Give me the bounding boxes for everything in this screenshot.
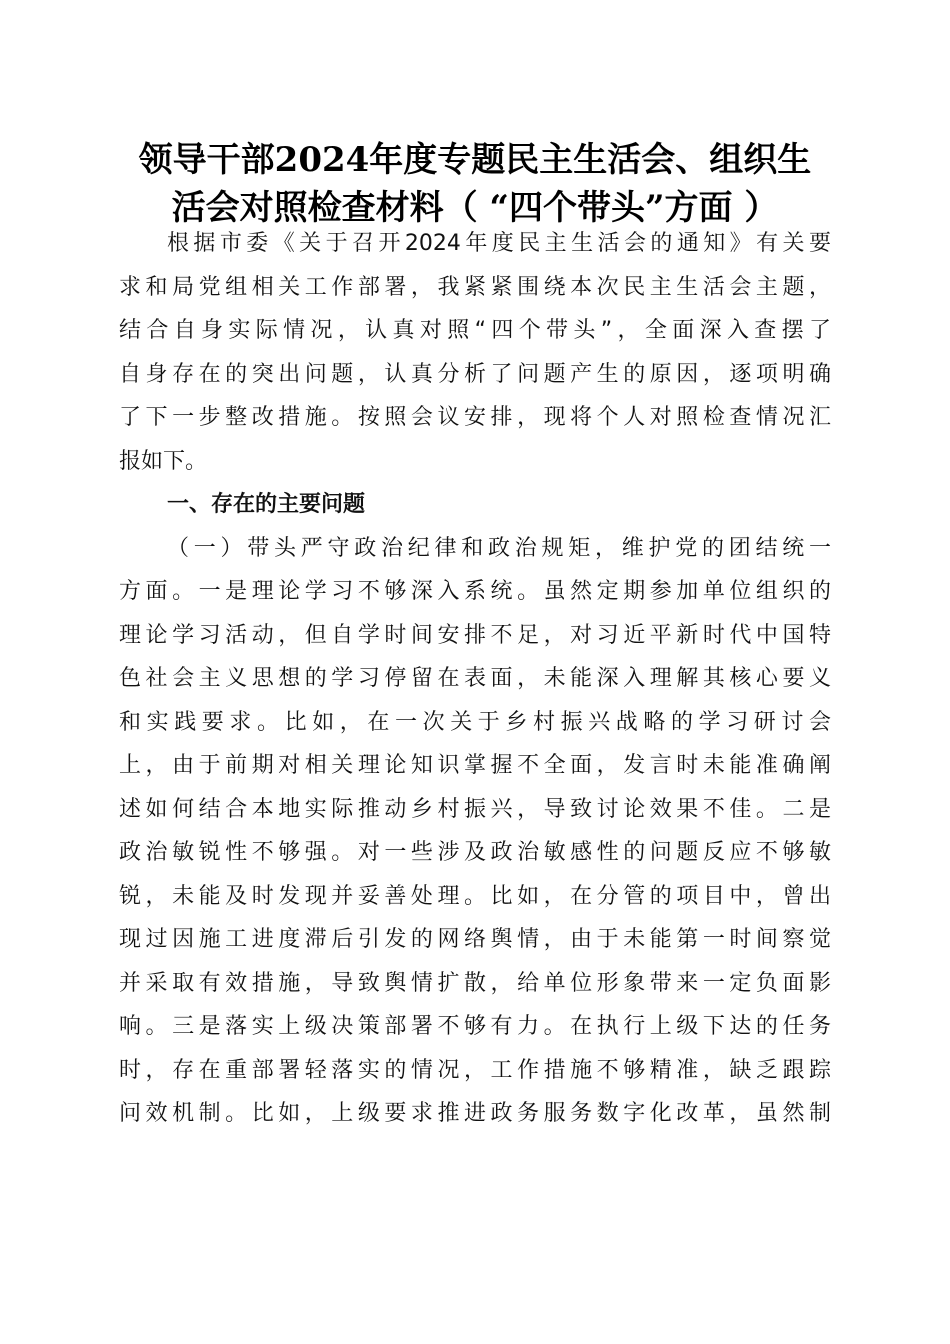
intro-line: 报如下。 xyxy=(119,448,208,474)
title-line-1: 领导干部2024年度专题民主生活会、组织生 xyxy=(138,140,812,180)
title-line-2: 活会对照检查材料（ “四个带头”方面 ） xyxy=(171,188,779,228)
section-line: 方面。一是理论学习不够深入系统。虽然定期参加单位组织的 xyxy=(119,579,831,604)
section-line: 问效机制。比如，上级要求推进政务服务数字化改革，虽然制 xyxy=(119,1101,831,1126)
section-line: 并采取有效措施，导致舆情扩散，给单位形象带来一定负面影 xyxy=(119,970,831,996)
intro-line: 根据市委《关于召开2024年度民主生活会的通知》有关要 xyxy=(167,231,831,256)
intro-line: 结合自身实际情况，认真对照“四个带头”，全面深入查摆了 xyxy=(119,318,831,343)
section-line: （一）带头严守政治纪律和政治规矩，维护党的团结统一 xyxy=(167,535,831,561)
section-line: 述如何结合本地实际推动乡村振兴，导致讨论效果不佳。二是 xyxy=(119,796,831,822)
section-line: 色社会主义思想的学习停留在表面，未能深入理解其核心要义 xyxy=(119,666,831,691)
section-line: 政治敏锐性不够强。对一些涉及政治敏感性的问题反应不够敏 xyxy=(119,840,831,865)
section-line: 和实践要求。比如，在一次关于乡村振兴战略的学习研讨会 xyxy=(119,709,831,735)
intro-line: 求和局党组相关工作部署，我紧紧围绕本次民主生活会主题， xyxy=(119,274,831,300)
intro-line: 了下一步整改措施。按照会议安排，现将个人对照检查情况汇 xyxy=(119,405,831,430)
section-heading: 一、存在的主要问题 xyxy=(167,492,366,517)
section-line: 上，由于前期对相关理论知识掌握不全面，发言时未能准确阐 xyxy=(119,753,831,778)
document-body xyxy=(119,222,831,1136)
section-line: 时，存在重部署轻落实的情况，工作措施不够精准，缺乏跟踪 xyxy=(119,1057,831,1083)
intro-paragraph xyxy=(119,222,831,483)
intro-line: 自身存在的突出问题，认真分析了问题产生的原因，逐项明确 xyxy=(119,361,831,387)
section-line: 现过因施工进度滞后引发的网络舆情，由于未能第一时间察觉 xyxy=(119,927,831,952)
section-line: 响。三是落实上级决策部署不够有力。在执行上级下达的任务 xyxy=(119,1014,831,1039)
section-line: 理论学习活动，但自学时间安排不足，对习近平新时代中国特 xyxy=(119,622,831,648)
document-title xyxy=(100,136,850,232)
section-line: 锐，未能及时发现并妥善处理。比如，在分管的项目中，曾出 xyxy=(119,883,831,909)
section-one-paragraph xyxy=(119,527,831,1136)
